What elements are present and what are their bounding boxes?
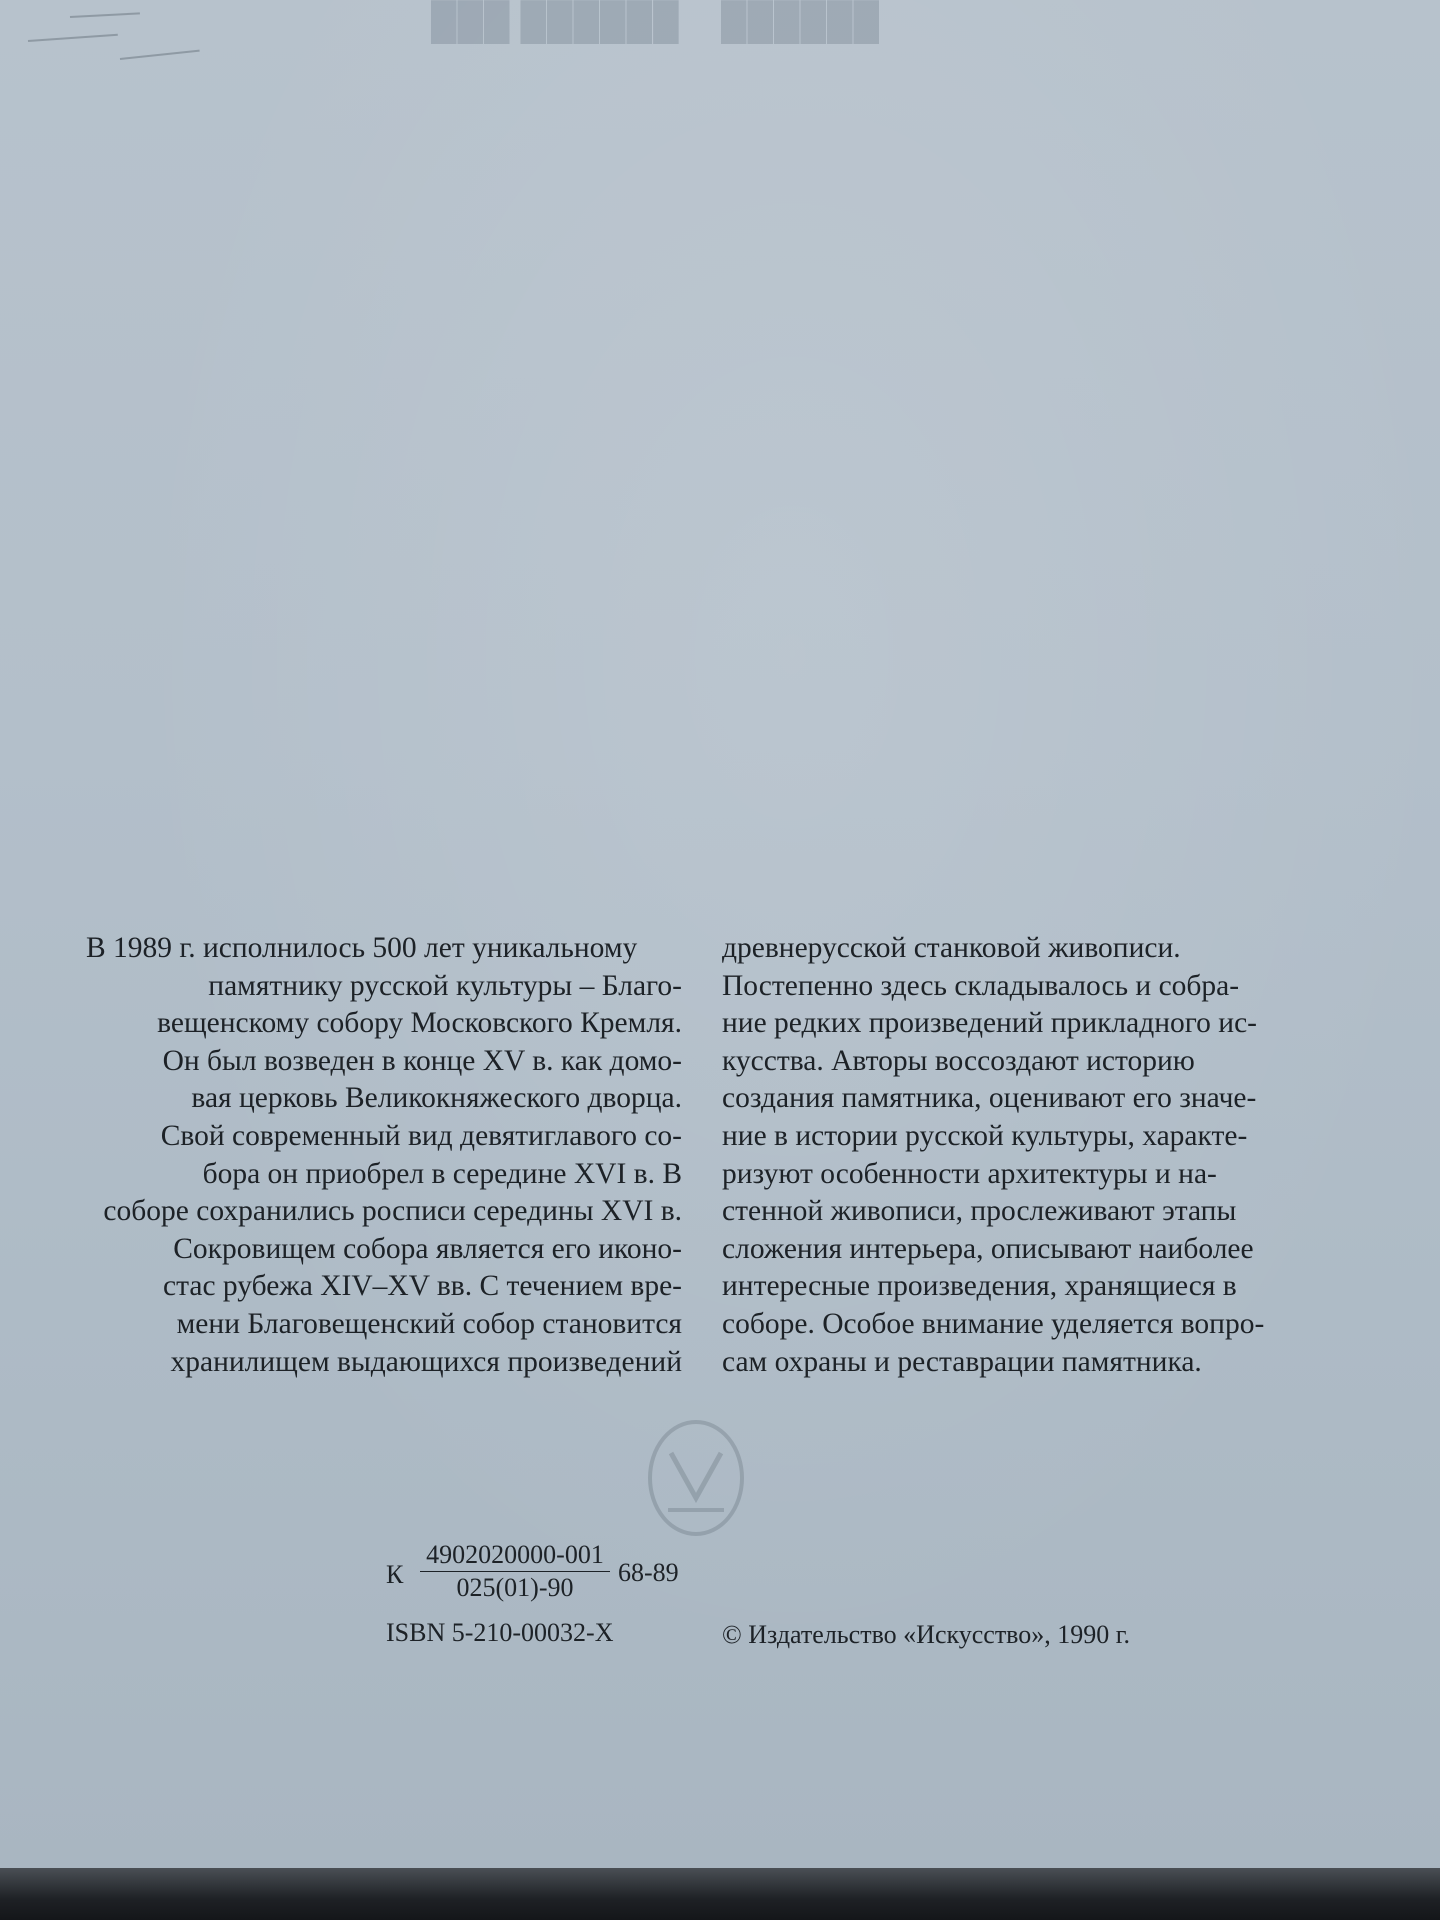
pen-scratch (70, 12, 140, 18)
show-through-text: ██████ ███ (430, 1, 679, 41)
text-line: стенной живописи, прослеживают этапы (722, 1195, 1237, 1228)
text-line: соборе. Особое внимание уделяется вопро- (722, 1307, 1265, 1340)
text-line: вещенскому собору Московского Кремля. (157, 1007, 682, 1040)
text-line: Свой современный вид девятиглавого со- (160, 1119, 682, 1152)
text-line: ние редких произведений прикладного ис- (722, 1007, 1257, 1040)
text-line: сам охраны и реставрации памятника. (722, 1345, 1202, 1378)
text-line: хранилищем выдающихся произведений (170, 1345, 682, 1378)
catalog-letter: К (386, 1560, 404, 1589)
table-shadow (0, 1868, 1440, 1920)
text-line: бора он приобрел в середине XVI в. В (202, 1157, 682, 1190)
text-line: интересные произведения, хранящиеся в (722, 1270, 1237, 1303)
text-line: ризуют особенности архитектуры и на- (722, 1157, 1217, 1190)
annotation-left-column (86, 930, 682, 1381)
catalog-code: 68-89 (618, 1558, 679, 1587)
text-line: древнерусской станковой живописи. (722, 932, 1181, 964)
catalog-denominator: 025(01)-90 (456, 1573, 574, 1602)
text-line: кусства. Авторы воссоздают историю (722, 1044, 1195, 1077)
text-line: Сокровищем собора является его иконо- (173, 1232, 682, 1265)
isbn-number: ISBN 5-210-00032-X (386, 1618, 614, 1647)
text-line: создания памятника, оценивают его значе- (722, 1082, 1257, 1115)
text-line: сложения интерьера, описывают наиболее (722, 1232, 1254, 1265)
text-line: Постепенно здесь складывалось и собра- (722, 969, 1240, 1002)
text-line: вая церковь Великокняжеского дворца. (191, 1082, 682, 1115)
text-line: Он был возведен в конце XV в. как домо- (162, 1044, 682, 1077)
show-through-text: ██████ (720, 1, 880, 41)
text-line: ние в истории русской культуры, характе- (722, 1119, 1248, 1152)
text-line: В 1989 г. исполнилось 500 лет уникальному (86, 932, 638, 964)
text-line: мени Благовещенский собор становится (176, 1307, 682, 1340)
pen-scratch (120, 50, 200, 60)
catalog-numerator: 4902020000-001 (420, 1540, 610, 1572)
text-line: памятнику русской культуры – Благо- (208, 969, 682, 1002)
text-line: соборе сохранились росписи середины XVI в. (103, 1195, 682, 1228)
publisher-emblem-icon (646, 1418, 746, 1538)
text-line: стас рубежа XIV–XV вв. С течением вре- (163, 1270, 682, 1303)
annotation-right-column (722, 930, 1342, 1381)
copyright-notice: © Издательство «Искусство», 1990 г. (722, 1620, 1131, 1649)
catalog-fraction (420, 1540, 610, 1603)
pen-scratch (28, 34, 118, 42)
